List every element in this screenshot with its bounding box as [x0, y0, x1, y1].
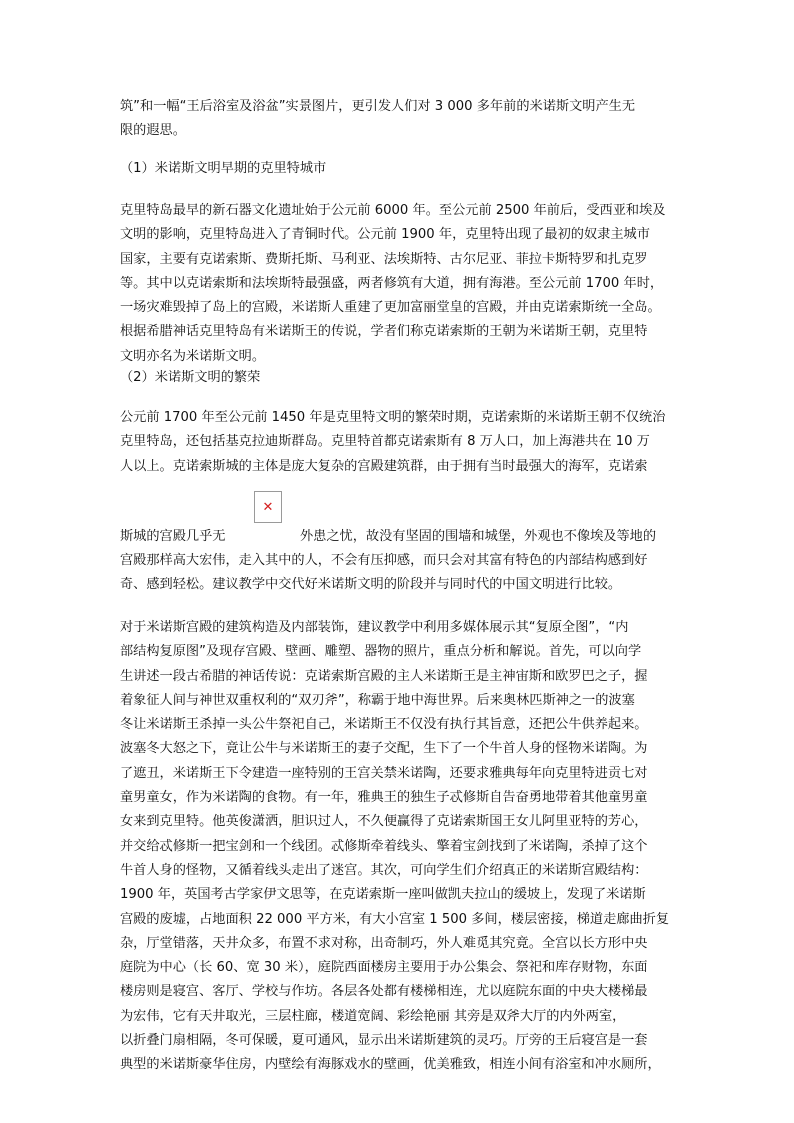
- text-line: 着象征人间与神世双重权利的“双刃斧”，称霸于地中海世界。后来奥林匹斯神之一的波塞: [120, 692, 635, 708]
- text-line: 并交给忒修斯一把宝剑和一个线团。忒修斯牵着线头、擎着宝剑找到了米诺陶，杀掉了这个: [120, 838, 648, 854]
- text-line: 文明的影响，克里特岛进入了青铜时代。公元前 1900 年，克里特出现了最初的奴隶主城市: [120, 227, 650, 243]
- text-line: 一场灾难毁掉了岛上的宫殿，米诺斯人重建了更加富丽堂皇的宫殿，并由克诺索斯统一全岛。: [120, 300, 661, 316]
- text-line: 波塞冬大怒之下，竟让公牛与米诺斯王的妻子交配，生下了一个牛首人身的怪物米诺陶。为: [120, 741, 648, 757]
- intro-paragraph: [120, 95, 680, 144]
- text-line: 对于米诺斯宫殿的建筑构造及内部装饰，建议教学中利用多媒体展示其“复原全图”，“内: [120, 620, 629, 635]
- text-line: 以折叠门扇相隔，冬可保暖，夏可通风，显示出米诺斯建筑的灵巧。厅旁的王后寝宫是一套: [120, 1033, 648, 1049]
- text-line: 为宏伟，它有天井取光，三层柱廊，楼道宽阔、彩绘艳丽 其旁是双斧大厅的内外两室，: [120, 1008, 626, 1024]
- text-line: 女来到克里特。他英俊潇洒，胆识过人，不久便赢得了克诺索斯国王女儿阿里亚特的芳心，: [120, 814, 648, 830]
- section2-paragraph: [120, 406, 680, 479]
- section-heading-1: （1）米诺斯文明早期的克里特城市: [120, 161, 327, 176]
- image-error-x-icon: ✕: [262, 500, 274, 515]
- text-line: 1900 年，英国考古学家伊文思等，在克诺索斯一座叫做凯夫拉山的缓坡上，发现了米诺斯: [120, 887, 646, 903]
- text-line: 克里特岛，还包括基克拉迪斯群岛。克里特首都克诺索斯有 8 万人口，加上海港共在 10 万: [120, 434, 650, 450]
- text-line: 典型的米诺斯豪华住房，内壁绘有海豚戏水的壁画，优美雅致，相连小间有浴室和冲水厕所，: [120, 1057, 661, 1073]
- text-line: 牛首人身的怪物，又循着线头走出了迷宫。其次，可向学生们介绍真正的米诺斯宫殿结构：: [120, 862, 648, 878]
- section-heading-2: （2）米诺斯文明的繁荣: [120, 370, 261, 385]
- text-line: 庭院为中心（长 60、宽 30 米），庭院西面楼房主要用于办公集会、祭祀和库存财物，东面: [120, 960, 648, 976]
- text-line: 童男童女，作为米诺陶的食物。有一年，雅典王的独生子忒修斯自告奋勇地带着其他童男童: [120, 790, 648, 806]
- text-line: 公元前 1700 年至公元前 1450 年是克里特文明的繁荣时期，克诺索斯的米诺斯王朝不仅统治: [120, 410, 666, 425]
- text-line: 克里特岛最早的新石器文化遗址始于公元前 6000 年。至公元前 2500 年前后，受西亚和埃及: [120, 203, 666, 218]
- section3-paragraph: [120, 616, 680, 1078]
- text-line: 冬让米诺斯王杀掉一头公牛祭祀自己，米诺斯王不仅没有执行其旨意，还把公牛供养起来。: [120, 717, 648, 733]
- text-line-right: 外患之忧，故没有坚固的围墙和城堡，外观也不像埃及等地的: [300, 529, 657, 544]
- broken-image-icon: [254, 491, 282, 523]
- text-line: 楼房则是寝宫、客厅、学校与作坊。各层各处都有楼梯相连，尤以庭院东面的中央大楼梯最: [120, 984, 648, 1000]
- section2-paragraph-continued: [120, 549, 680, 598]
- text-line: 奇、感到轻松。建议教学中交代好米诺斯文明的阶段并与同时代的中国文明进行比较。: [120, 577, 622, 593]
- text-line: 文明亦名为米诺斯文明。: [120, 348, 266, 364]
- text-line: 筑”和一幅“王后浴室及浴盆”实景图片，更引发人们对 3 000 多年前的米诺斯文明产生无: [120, 99, 636, 114]
- section1-paragraph: [120, 199, 680, 369]
- text-line: 等。其中以克诺索斯和法埃斯特最强盛，两者修筑有大道，拥有海港。至公元前 1700 年时，: [120, 275, 664, 291]
- text-line: 限的遐思。: [120, 123, 186, 139]
- text-line: 部结构复原图”及现存宫殿、壁画、雕塑、器物的照片，重点分析和解说。首先，可以向学: [120, 644, 642, 660]
- text-line: 宫殿那样高大宏伟，走入其中的人，不会有压抑感，而只会对其富有特色的内部结构感到好: [120, 553, 648, 568]
- text-line: 根据希腊神话克里特岛有米诺斯王的传说，学者们称克诺索斯的王朝为米诺斯王朝，克里特: [120, 324, 648, 340]
- text-line: 了遮丑，米诺斯王下令建造一座特别的王宫关禁米诺陶，还要求雅典每年向克里特进贡七对: [120, 765, 648, 781]
- text-line: 宫殿的废墟，占地面积 22 000 平方米，有大小宫室 1 500 多间，楼层密接，梯道走廊曲折复: [120, 911, 670, 927]
- text-line-left: 斯城的宫殿几乎无: [120, 529, 226, 544]
- text-line: 杂，厅堂错落，天井众多，布置不求对称，出奇制巧，外人难觅其究竟。全宫以长方形中央: [120, 935, 648, 951]
- text-line: 人以上。克诺索斯城的主体是庞大复杂的宫殿建筑群，由于拥有当时最强大的海军，克诺索: [120, 458, 648, 474]
- text-line: 生讲述一段古希腊的神话传说：克诺索斯宫殿的主人米诺斯王是主神宙斯和欧罗巴之子，握: [120, 668, 648, 684]
- text-line: 国家，主要有克诺索斯、费斯托斯、马利亚、法埃斯特、古尔尼亚、菲拉卡斯特罗和扎克罗: [120, 251, 648, 267]
